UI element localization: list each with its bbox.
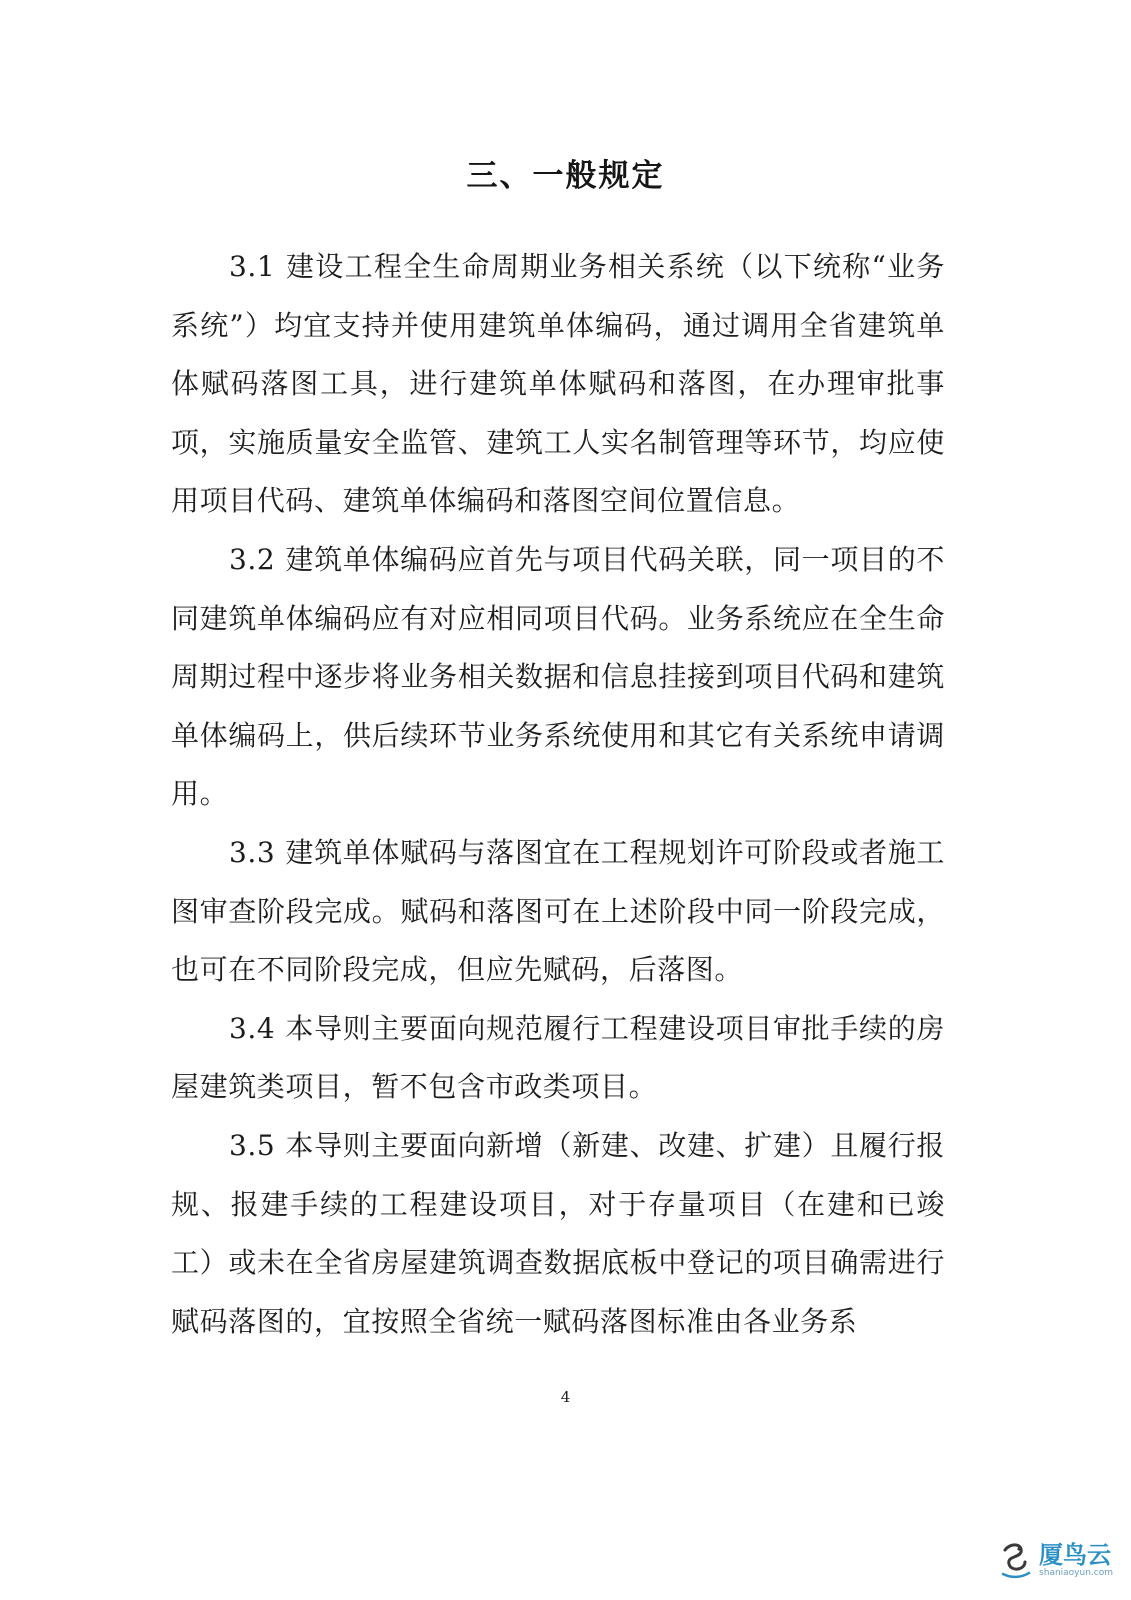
bird-logo-icon [997,1540,1033,1580]
paragraph-3-5 [171,1117,945,1351]
paragraph-number: 3.1 [229,250,276,283]
paragraph-text: 建筑单体赋码与落图宜在工程规划许可阶段或者施工图审查阶段完成。赋码和落图可在上述阶段中同一阶段完成，也可在不同阶段完成，但应先赋码，后落图。 [171,835,945,987]
paragraph-number: 3.4 [229,1011,276,1045]
paragraph-text: 本导则主要面向新增（新建、改建、扩建）且履行报规、报建手续的工程建设项目，对于存量项目（在建和已竣工）或未在全省房屋建筑调查数据底板中登记的项目确需进行赋码落图的，宜按照全省统一赋码落图标准由各业务系 [171,1128,945,1338]
section-title: 三、一般规定 [466,158,665,194]
watermark-name: 厦鸟云 [1039,1540,1112,1569]
watermark [997,1540,1113,1580]
page-number: 4 [560,1388,571,1406]
watermark-url: shaniaoyun.com [1039,1567,1113,1578]
paragraph-3-4 [171,1000,945,1117]
paragraph-text: 建筑单体编码应首先与项目代码关联，同一项目的不同建筑单体编码应有对应相同项目代码。业务系统应在全生命周期过程中逐步将业务相关数据和信息挂接到项目代码和建筑单体编码上，供后续环节业务系统使用和其它有关系统申请调用。 [171,542,945,811]
paragraph-text: 本导则主要面向规范履行工程建设项目审批手续的房屋建筑类项目，暂不包含市政类项目。 [171,1011,945,1104]
paragraph-number: 3.5 [229,1128,276,1162]
paragraph-3-1 [171,238,945,531]
paragraph-text: 建设工程全生命周期业务相关系统（以下统称“业务系统”）均宜支持并使用建筑单体编码，通过调用全省建筑单体赋码落图工具，进行建筑单体赋码和落图，在办理审批事项，实施质量安全监管、建筑工人实名制管理等环节，均应使用项目代码、建筑单体编码和落图空间位置信息。 [171,250,945,518]
paragraph-3-3 [171,824,945,1000]
paragraph-number: 3.3 [229,835,276,869]
paragraph-3-2 [171,531,945,824]
section-body [171,238,945,1351]
paragraph-number: 3.2 [229,542,276,576]
